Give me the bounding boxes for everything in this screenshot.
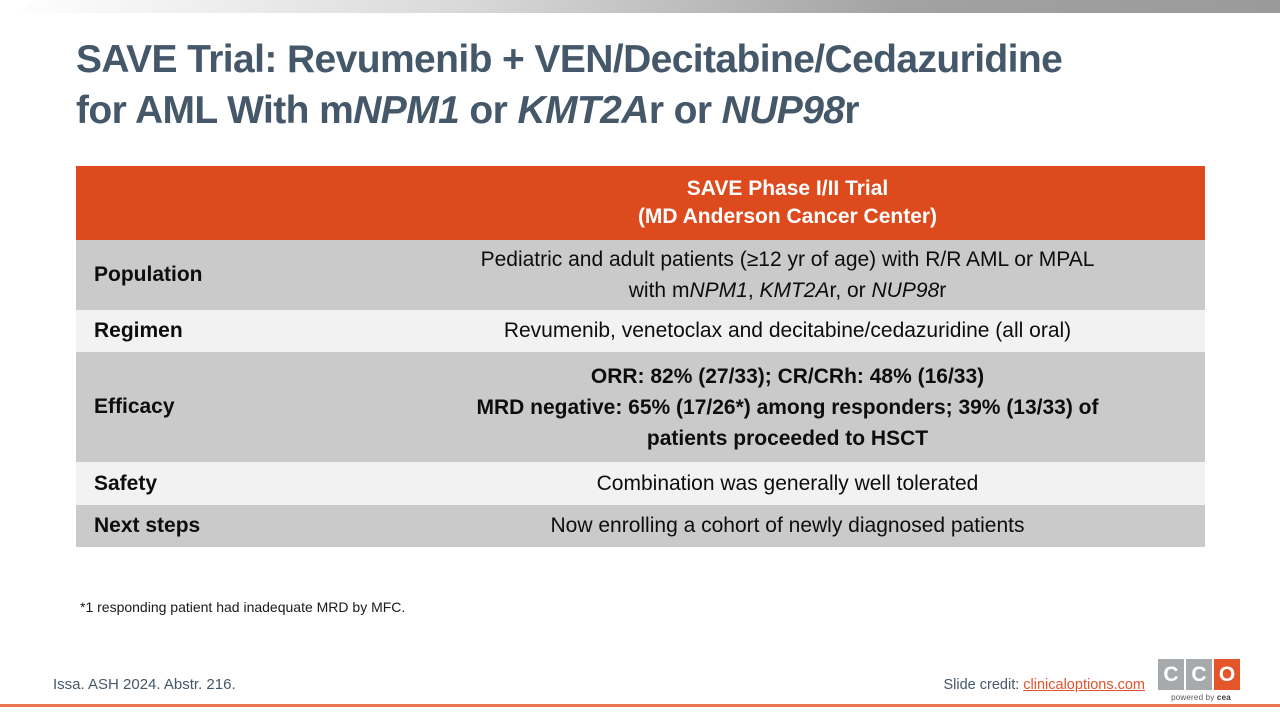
reference-citation: Issa. ASH 2024. Abstr. 216.	[53, 676, 236, 693]
table-row-regimen	[76, 310, 1205, 352]
slide-credit	[944, 677, 1146, 693]
population-line1: Pediatric and adult patients (≥12 yr of age) with R/R AML or MPAL	[480, 248, 1095, 271]
slide-title-line1: SAVE Trial: Revumenib + VEN/Decitabine/Cedazuridine	[76, 38, 1063, 81]
population-text: r	[939, 279, 947, 302]
logo-letter-c1: C	[1158, 659, 1184, 690]
gene-npm1: NPM1	[689, 279, 748, 302]
logo-tagline	[1158, 693, 1244, 702]
tagline-brand: cea	[1216, 693, 1231, 702]
table-header-cell	[370, 166, 1205, 240]
table-row-efficacy	[76, 352, 1205, 462]
slide-title-line2	[76, 85, 1216, 136]
population-line2	[378, 275, 1197, 306]
table-header-line2: (MD Anderson Cancer Center)	[637, 205, 938, 228]
efficacy-line3: patients proceeded to HSCT	[646, 426, 929, 450]
gene-nup98: NUP98	[721, 89, 845, 132]
title-text: for AML With m	[76, 89, 354, 132]
efficacy-line1: ORR: 82% (27/33); CR/CRh: 48% (16/33)	[590, 364, 985, 388]
row-value: Combination was generally well tolerated	[596, 471, 979, 495]
bottom-accent-bar	[0, 704, 1280, 707]
row-value: Revumenib, venetoclax and decitabine/cedazuridine (all oral)	[503, 319, 1072, 342]
row-label: Regimen	[94, 319, 183, 342]
row-value	[370, 240, 1205, 310]
title-text: or	[459, 89, 518, 132]
gene-nup98: NUP98	[871, 279, 940, 302]
row-label: Safety	[94, 471, 158, 495]
logo-letter-c2: C	[1186, 659, 1212, 690]
row-value	[370, 352, 1205, 462]
trial-summary-table	[76, 166, 1205, 547]
slide-title	[76, 34, 1216, 136]
population-text: with m	[628, 279, 690, 302]
row-label: Efficacy	[94, 395, 175, 418]
title-text: r or	[648, 89, 722, 132]
logo-letter-o: O	[1214, 659, 1240, 690]
row-label: Next steps	[94, 514, 201, 537]
table-row-population	[76, 240, 1205, 310]
gene-npm1: NPM1	[353, 89, 460, 132]
row-label: Population	[94, 263, 203, 286]
top-gradient-bar	[18, 0, 1280, 13]
efficacy-line2: MRD negative: 65% (17/26*) among responders; 39% (13/33) of	[476, 395, 1099, 419]
footnote: *1 responding patient had inadequate MRD by MFC.	[80, 599, 406, 615]
population-text: r, or	[829, 279, 872, 302]
title-text: r	[844, 89, 859, 132]
table-header-row	[76, 166, 1205, 240]
population-text: ,	[747, 279, 760, 302]
table-row-safety	[76, 462, 1205, 505]
table-header-line1: SAVE Phase I/II Trial	[686, 177, 889, 200]
cco-logo	[1158, 659, 1244, 702]
table-header-empty-cell	[76, 166, 370, 240]
slide-credit-label: Slide credit:	[943, 677, 1024, 693]
gene-kmt2a: KMT2A	[759, 279, 830, 302]
table-row-next-steps	[76, 505, 1205, 547]
cco-logo-squares	[1158, 659, 1244, 690]
row-value: Now enrolling a cohort of newly diagnosed patients	[550, 514, 1025, 537]
clinicaloptions-link[interactable]: clinicaloptions.com	[1023, 677, 1145, 693]
tagline-prefix: powered by	[1171, 693, 1217, 702]
gene-kmt2a: KMT2A	[517, 89, 649, 132]
